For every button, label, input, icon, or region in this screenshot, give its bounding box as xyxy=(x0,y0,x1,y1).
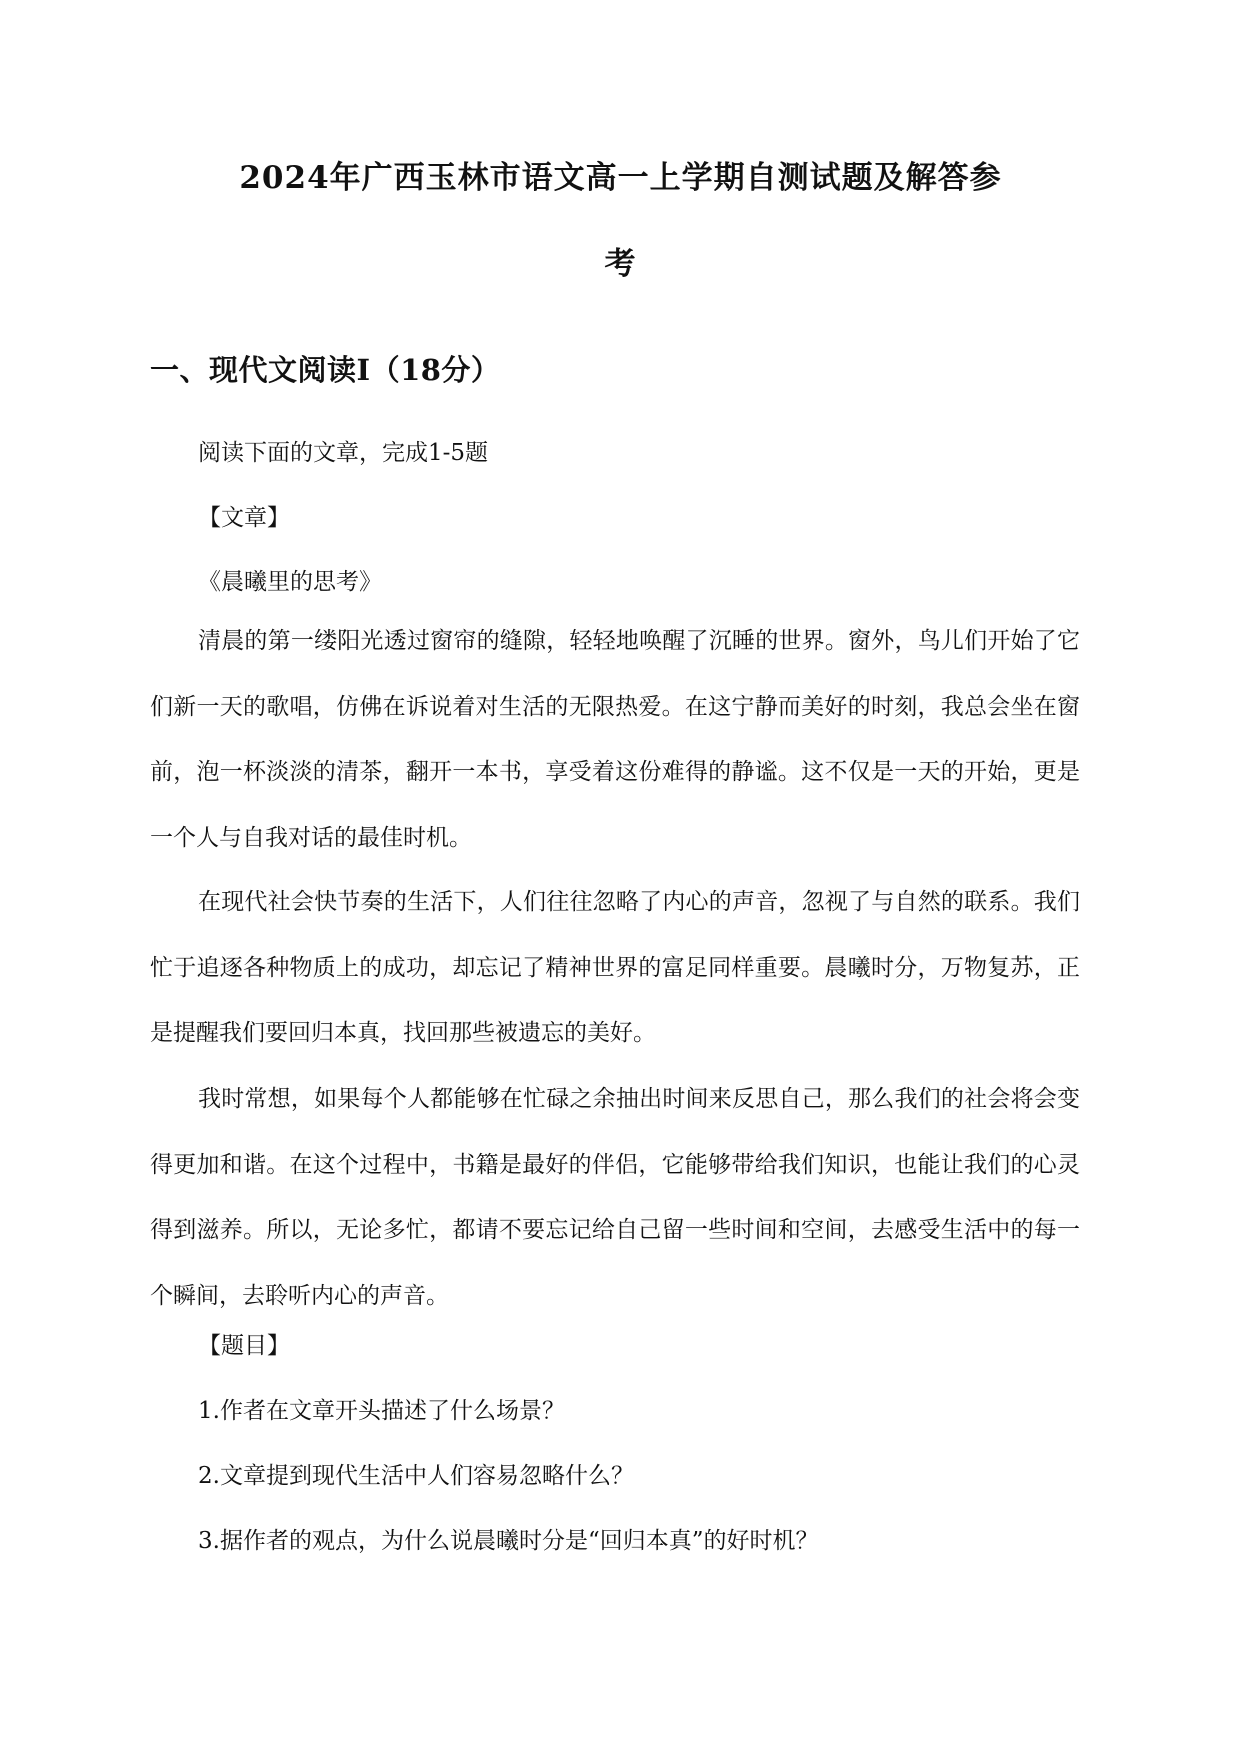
section-heading: 一、现代文阅读Ⅰ（18分） xyxy=(150,353,501,387)
article-title: 《晨曦里的思考》 xyxy=(198,569,382,595)
question-2: 2.文章提到现代生活中人们容易忽略什么？ xyxy=(198,1463,634,1489)
document-title-line-1: 2024年广西玉林市语文高一上学期自测试题及解答参 xyxy=(239,160,1002,196)
question-3: 3.据作者的观点，为什么说晨曦时分是“回归本真”的好时机？ xyxy=(198,1528,819,1554)
reading-instruction: 阅读下面的文章，完成1-5题 xyxy=(198,440,489,466)
article-paragraph-1: 清晨的第一缕阳光透过窗帘的缝隙，轻轻地唤醒了沉睡的世界。窗外，鸟儿们开始了它们新一天的歌唱，仿佛在诉说着对生活的无限热爱。在这宁静而美好的时刻，我总会坐在窗前，泡一杯淡淡的清茶，翻开一本书，享受着这份难得的静谧。这不仅是一天的开始，更是一个人与自我对话的最佳时机。 xyxy=(150,628,1080,851)
article-label: 【文章】 xyxy=(198,505,290,531)
document-title-line-2: 考 xyxy=(604,246,637,282)
article-paragraph-3: 我时常想，如果每个人都能够在忙碌之余抽出时间来反思自己，那么我们的社会将会变得更加和谐。在这个过程中，书籍是最好的伴侣，它能够带给我们知识，也能让我们的心灵得到滋养。所以，无论多忙，都请不要忘记给自己留一些时间和空间，去感受生活中的每一个瞬间，去聆听内心的声音。 xyxy=(150,1086,1080,1309)
question-1: 1.作者在文章开头描述了什么场景？ xyxy=(198,1398,565,1424)
article-paragraph-2: 在现代社会快节奏的生活下，人们往往忽略了内心的声音，忽视了与自然的联系。我们忙于追逐各种物质上的成功，却忘记了精神世界的富足同样重要。晨曦时分，万物复苏，正是提醒我们要回归本真，找回那些被遗忘的美好。 xyxy=(150,889,1080,1046)
questions-label: 【题目】 xyxy=(198,1333,290,1359)
